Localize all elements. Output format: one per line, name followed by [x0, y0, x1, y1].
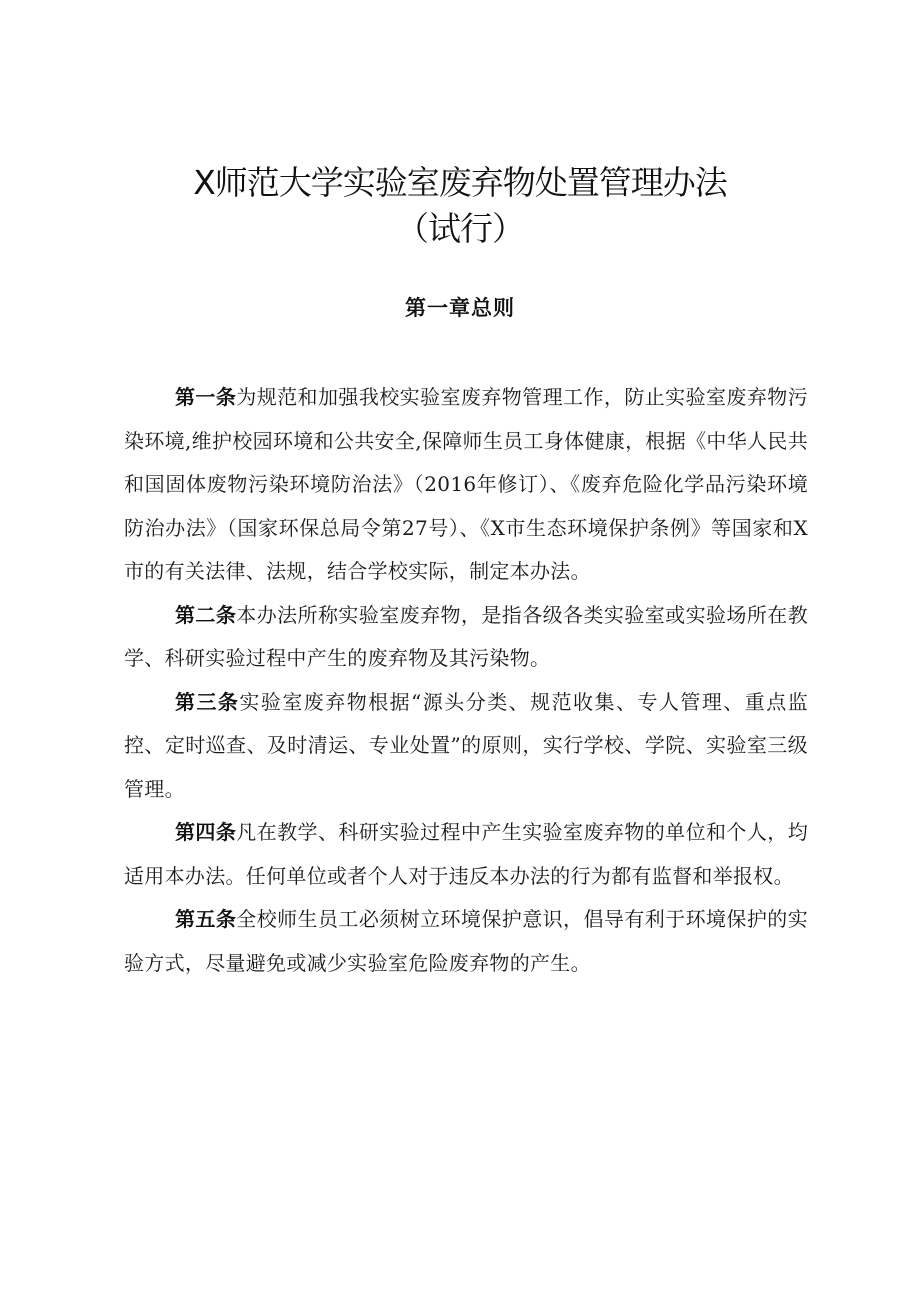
- article-4: [124, 811, 808, 898]
- title-line-main: X师范大学实验室废弃物处置管理办法: [193, 163, 727, 202]
- document-title: [0, 160, 920, 252]
- article-2: [124, 594, 808, 681]
- document-body: [124, 376, 808, 985]
- article-text: 为规范和加强我校实验室废弃物管理工作，防止实验室废弃物污染环境,维护校园环境和公共安全,保障师生员工身体健康，根据《中华人民共和国固体废物污染环境防治法》（2016年修订）、《废弃危险化学品污染环境防治办法》（国家环保总局令第27号）、《X市生态环境保护条例》等国家和X市的有关法律、法规，结合学校实际，制定本办法。: [124, 385, 808, 583]
- title-line-trial: （试行）: [396, 209, 524, 248]
- article-text: 实验室废弃物根据“源头分类、规范收集、专人管理、重点监控、定时巡查、及时清运、专业处置”的原则，实行学校、学院、实验室三级管理。: [124, 689, 809, 801]
- article-text: 本办法所称实验室废弃物，是指各级各类实验室或实验场所在教学、科研实验过程中产生的废弃物及其污染物。: [124, 602, 808, 670]
- article-label: 第二条: [175, 602, 237, 627]
- article-label: 第一条: [175, 385, 237, 409]
- article-label: 第三条: [175, 689, 240, 714]
- article-text: 凡在教学、科研实验过程中产生实验室废弃物的单位和个人，均适用本办法。任何单位或者个人对于违反本办法的行为都有监督和举报权。: [124, 820, 808, 888]
- article-text: 全校师生员工必须树立环境保护意识，倡导有利于环境保护的实验方式，尽量避免或减少实验室危险废弃物的产生。: [124, 907, 808, 975]
- article-label: 第五条: [175, 907, 237, 931]
- article-3: [124, 681, 808, 812]
- article-1: [124, 376, 808, 594]
- chapter-heading: 第一章总则: [405, 296, 515, 320]
- article-label: 第四条: [175, 820, 237, 844]
- article-5: [124, 898, 808, 985]
